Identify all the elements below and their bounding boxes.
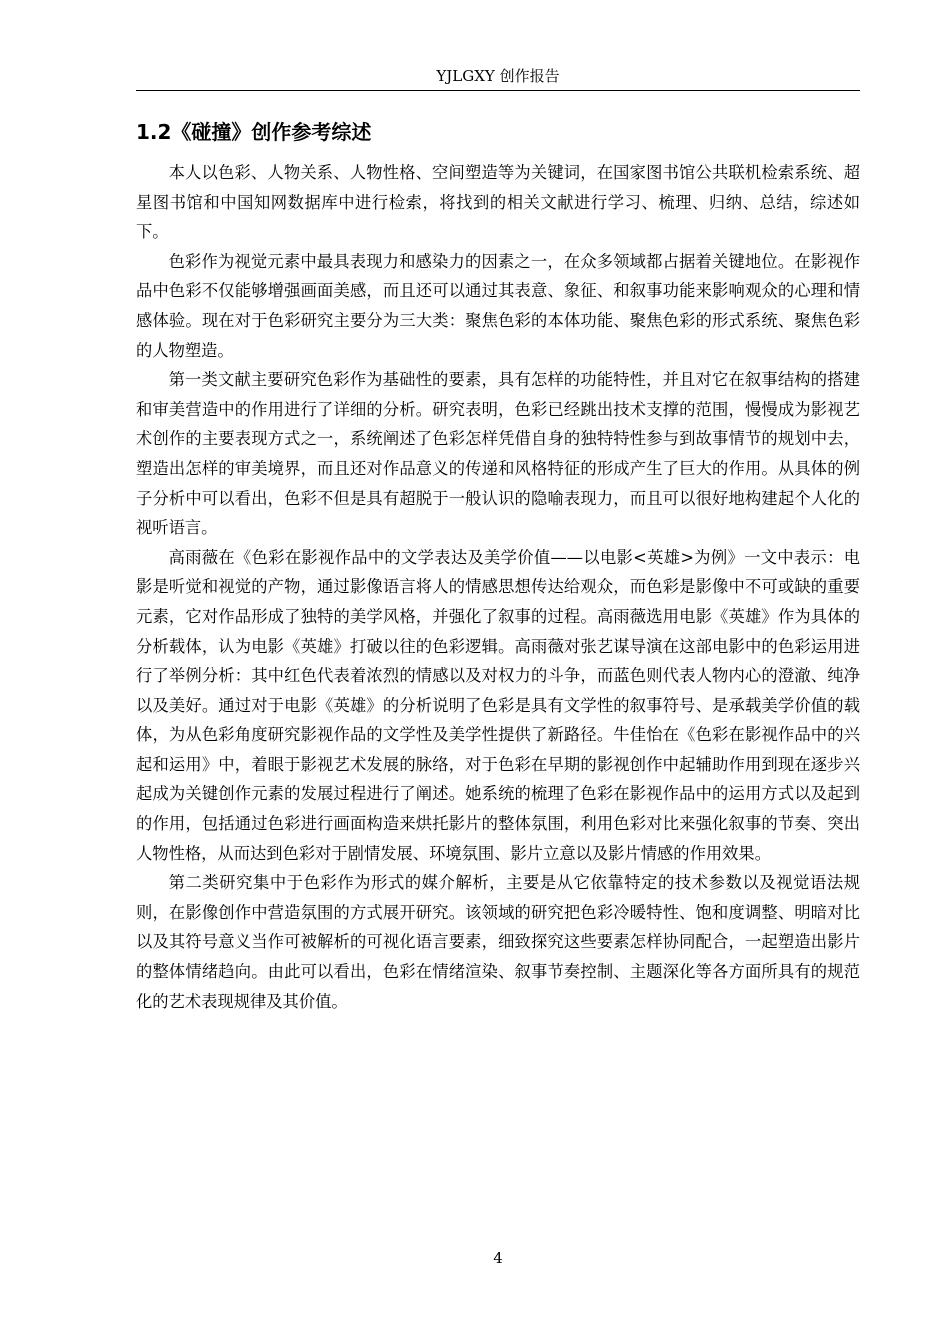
paragraph-search-method: 本人以色彩、人物关系、人物性格、空间塑造等为关键词，在国家图书馆公共联机检索系统、超星图书馆和中国知网数据库中进行检索，将找到的相关文献进行学习、梳理、归纳、总结，综述如下。 xyxy=(136,163,860,242)
running-header: YJLGXY 创作报告 xyxy=(436,67,560,85)
header-rule xyxy=(136,90,860,91)
paragraph-first-category: 第一类文献主要研究色彩作为基础性的要素，具有怎样的功能特性，并且对它在叙事结构的搭建和审美营造中的作用进行了详细的分析。研究表明，色彩已经跳出技术支撑的范围，慢慢成为影视艺术创作的主要表现方式之一，系统阐述了色彩怎样凭借自身的独特特性参与到故事情节的规划中去，塑造出怎样的审美境界，而且还对作品意义的传递和风格特征的形成产生了巨大的作用。从具体的例子分析中可以看出，色彩不但是具有超脱于一般认识的隐喻表现力，而且可以很好地构建起个人化的视听语言。 xyxy=(136,370,860,538)
document-page xyxy=(136,0,860,1344)
paragraph-literature-review: 高雨薇在《色彩在影视作品中的文学表达及美学价值——以电影<英雄>为例》一文中表示：电影是听觉和视觉的产物，通过影像语言将人的情感思想传达给观众，而色彩是影像中不可或缺的重要元素，它对作品形成了独特的美学风格，并强化了叙事的过程。高雨薇选用电影《英雄》作为具体的分析载体，认为电影《英雄》打破以往的色彩逻辑。高雨薇对张艺谋导演在这部电影中的色彩运用进行了举例分析：其中红色代表着浓烈的情感以及对权力的斗争，而蓝色则代表人物内心的澄澈、纯净以及美好。通过对于电影《英雄》的分析说明了色彩是具有文学性的叙事符号、是承载美学价值的载体，为从色彩角度研究影视作品的文学性及美学性提供了新路径。牛佳怡在《色彩在影视作品中的兴起和运用》中，着眼于影视艺术发展的脉络，对于色彩在早期的影视创作中起辅助作用到现在逐步兴起成为关键创作元素的发展过程进行了阐述。她系统的梳理了色彩在影视作品中的运用方式以及起到的作用，包括通过色彩进行画面构造来烘托影片的整体氛围，利用色彩对比来强化叙事的节奏、突出人物性格，从而达到色彩对于剧情发展、环境氛围、影片立意以及影片情感的作用效果。 xyxy=(136,547,860,863)
paragraph-color-overview: 色彩作为视觉元素中最具表现力和感染力的因素之一，在众多领域都占据着关键地位。在影视作品中色彩不仅能够增强画面美感，而且还可以通过其表意、象征、和叙事功能来影响观众的心理和情感体验。现在对于色彩研究主要分为三大类：聚焦色彩的本体功能、聚焦色彩的形式系统、聚焦色彩的人物塑造。 xyxy=(136,251,860,360)
section-title: 1.2《碰撞》创作参考综述 xyxy=(136,120,372,144)
body-text xyxy=(136,158,860,1016)
paragraph-second-category: 第二类研究集中于色彩作为形式的媒介解析，主要是从它依靠特定的技术参数以及视觉语法规则，在影像创作中营造氛围的方式展开研究。该领域的研究把色彩冷暖特性、饱和度调整、明暗对比以及其符号意义当作可被解析的可视化语言要素，细致探究这些要素怎样协同配合，一起塑造出影片的整体情绪趋向。由此可以看出，色彩在情绪渲染、叙事节奏控制、主题深化等各方面所具有的规范化的艺术表现规律及其价值。 xyxy=(136,873,860,1011)
page-number: 4 xyxy=(493,1249,503,1267)
